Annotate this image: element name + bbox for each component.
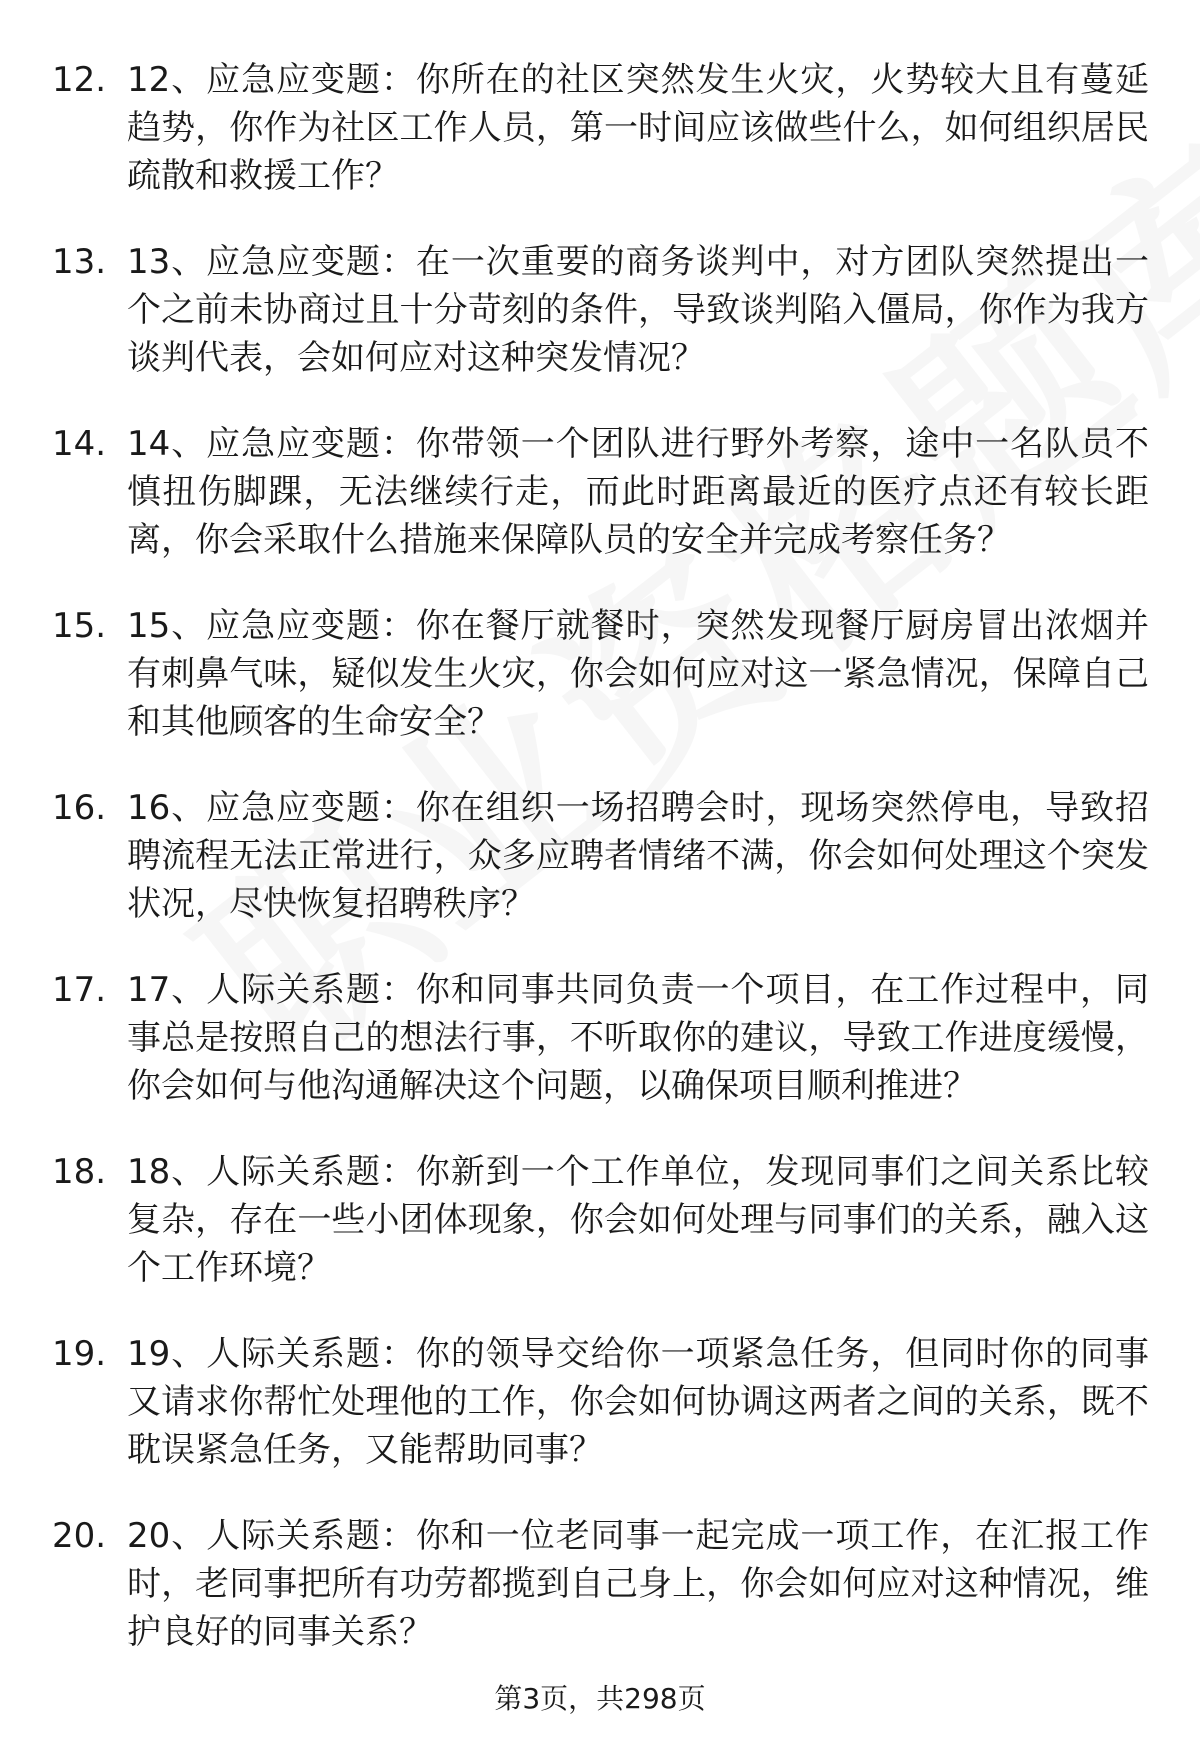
question-item-13 xyxy=(0,238,1200,420)
question-number: 20. xyxy=(52,1516,107,1556)
question-text: 16、应急应变题：你在组织一场招聘会时，现场突然停电，导致招聘流程无法正常进行，众多应聘者情绪不满，你会如何处理这个突发状况，尽快恢复招聘秩序？ xyxy=(127,788,1149,924)
question-number: 12. xyxy=(52,60,107,100)
question-list xyxy=(0,56,1200,1694)
question-text: 12、应急应变题：你所在的社区突然发生火灾，火势较大且有蔓延趋势，你作为社区工作人员，第一时间应该做些什么，如何组织居民疏散和救援工作？ xyxy=(127,60,1149,196)
question-number: 17. xyxy=(52,970,107,1010)
question-text: 15、应急应变题：你在餐厅就餐时，突然发现餐厅厨房冒出浓烟并有刺鼻气味，疑似发生火灾，你会如何应对这一紧急情况，保障自己和其他顾客的生命安全？ xyxy=(127,606,1149,742)
question-item-14 xyxy=(0,420,1200,602)
question-number: 16. xyxy=(52,788,107,828)
question-item-20 xyxy=(0,1512,1200,1694)
question-text: 18、人际关系题：你新到一个工作单位，发现同事们之间关系比较复杂，存在一些小团体现象，你会如何处理与同事们的关系，融入这个工作环境？ xyxy=(127,1152,1149,1288)
question-item-16 xyxy=(0,784,1200,966)
question-item-15 xyxy=(0,602,1200,784)
question-item-12 xyxy=(0,56,1200,238)
question-item-18 xyxy=(0,1148,1200,1330)
question-text: 14、应急应变题：你带领一个团队进行野外考察，途中一名队员不慎扭伤脚踝，无法继续行走，而此时距离最近的医疗点还有较长距离，你会采取什么措施来保障队员的安全并完成考察任务？ xyxy=(127,424,1149,560)
question-item-19 xyxy=(0,1330,1200,1512)
question-text: 13、应急应变题：在一次重要的商务谈判中，对方团队突然提出一个之前未协商过且十分苛刻的条件，导致谈判陷入僵局，你作为我方谈判代表，会如何应对这种突发情况？ xyxy=(127,242,1149,378)
question-number: 19. xyxy=(52,1334,107,1374)
question-item-17 xyxy=(0,966,1200,1148)
question-number: 15. xyxy=(52,606,107,646)
question-text: 19、人际关系题：你的领导交给你一项紧急任务，但同时你的同事又请求你帮忙处理他的工作，你会如何协调这两者之间的关系，既不耽误紧急任务，又能帮助同事？ xyxy=(127,1334,1149,1470)
question-number: 14. xyxy=(52,424,107,464)
page-footer: 第3页，共298页 xyxy=(494,1682,706,1715)
question-number: 18. xyxy=(52,1152,107,1192)
question-text: 20、人际关系题：你和一位老同事一起完成一项工作，在汇报工作时，老同事把所有功劳都揽到自己身上，你会如何应对这种情况，维护良好的同事关系？ xyxy=(127,1516,1149,1652)
question-text: 17、人际关系题：你和同事共同负责一个项目，在工作过程中，同事总是按照自己的想法行事，不听取你的建议，导致工作进度缓慢，你会如何与他沟通解决这个问题，以确保项目顺利推进？ xyxy=(127,970,1149,1106)
question-number: 13. xyxy=(52,242,107,282)
